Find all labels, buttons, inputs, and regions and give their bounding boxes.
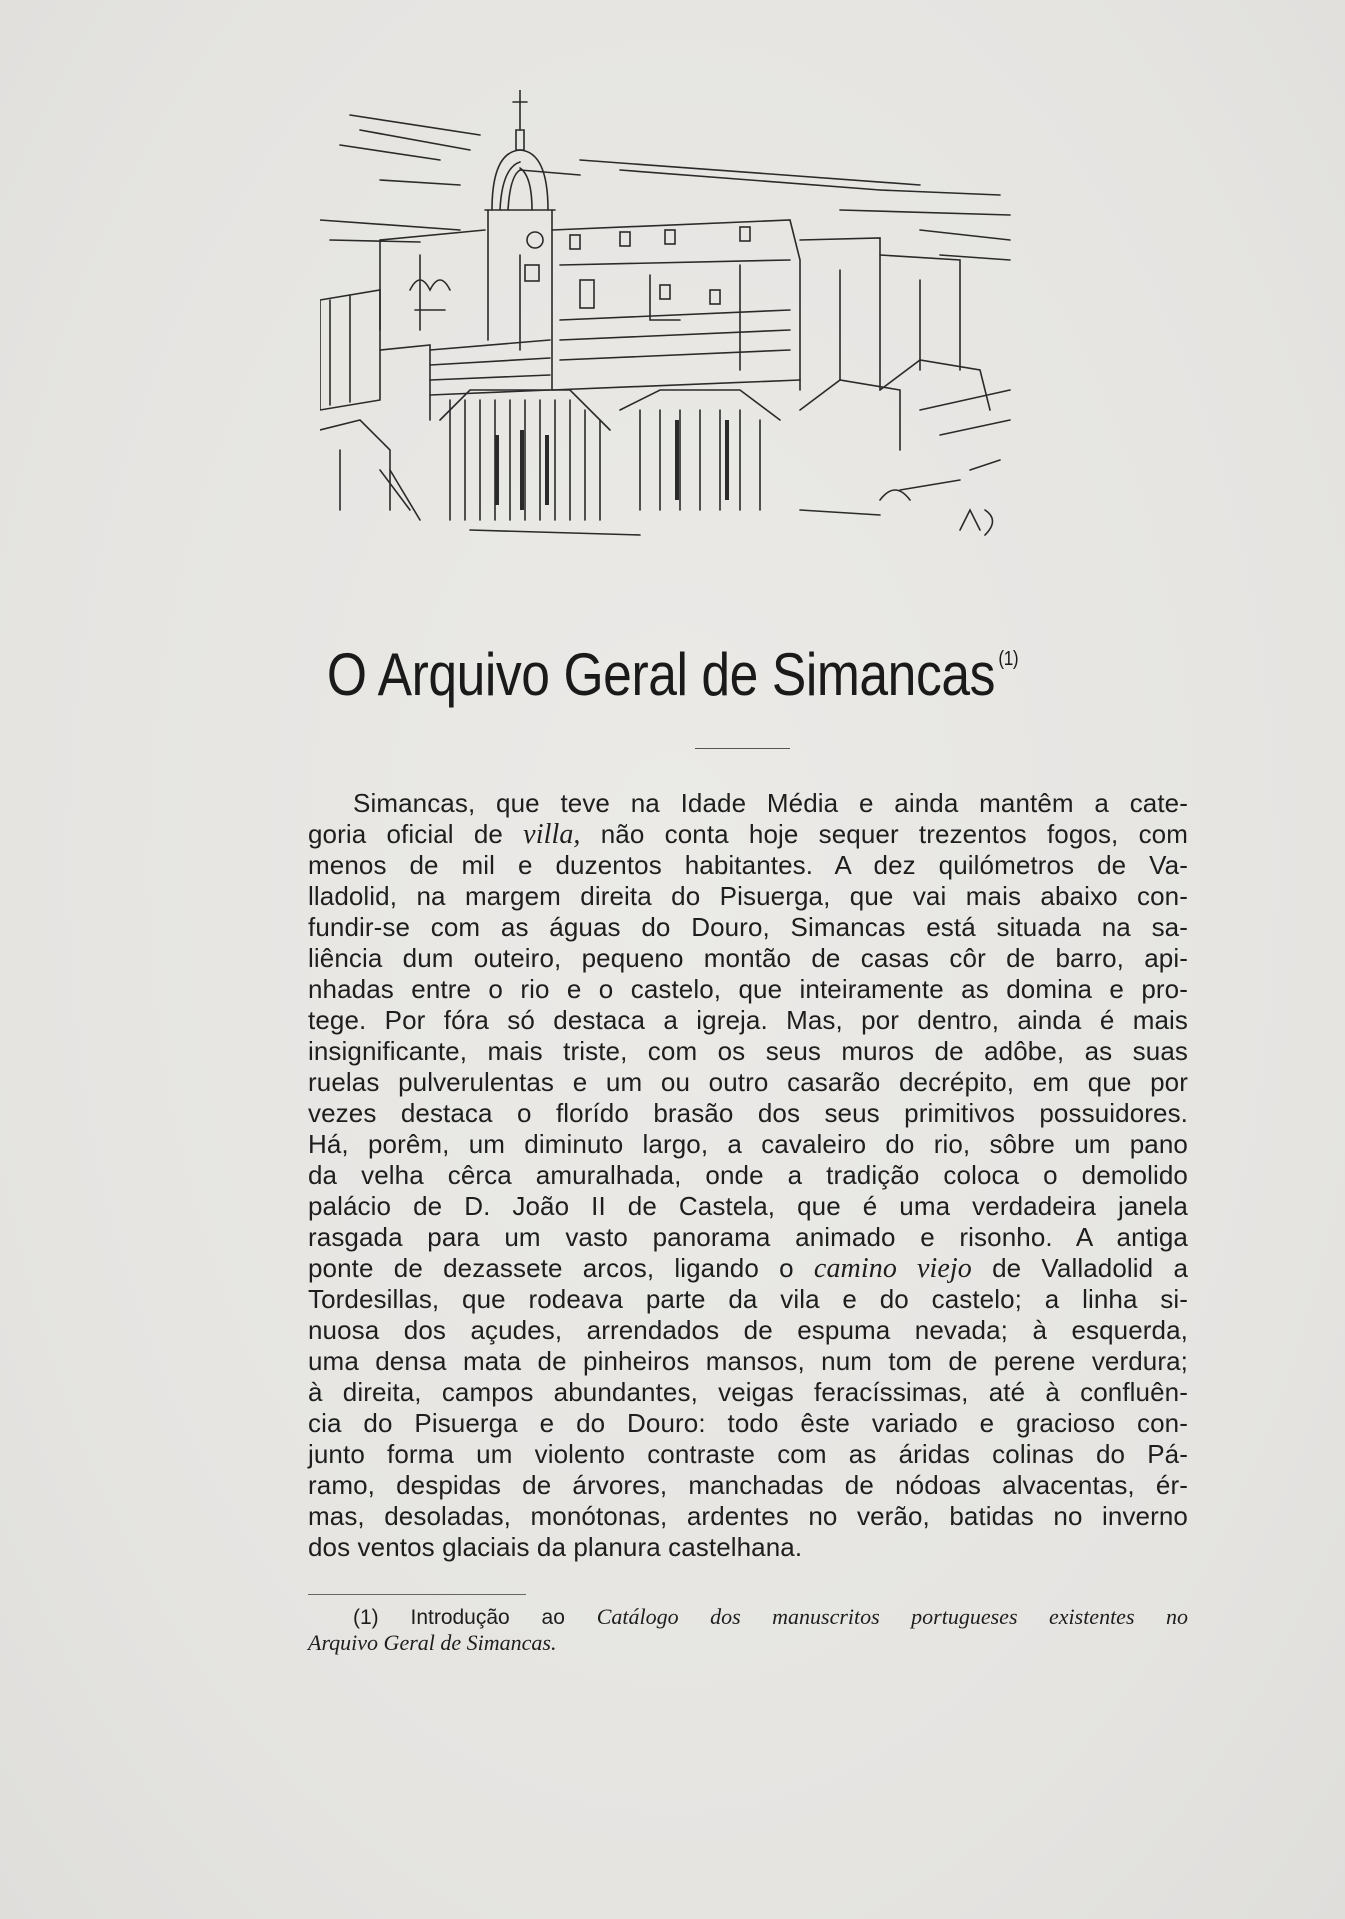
- line-text: uma densa mata de pinheiros mansos, num tom de perene verdura;: [308, 1346, 1188, 1376]
- body-line: [308, 1532, 1188, 1563]
- line-text: Há, porêm, um diminuto largo, a cavaleiro do rio, sôbre um pano: [308, 1129, 1188, 1159]
- body-line: [308, 1439, 1188, 1470]
- line-text: não conta hoje sequer trezentos fogos, com: [580, 819, 1188, 849]
- line-text: junto forma um violento contraste com as áridas colinas do Pá-: [308, 1439, 1188, 1469]
- footnote-mark: (1): [353, 1606, 379, 1629]
- line-text: ruelas pulverulentas e um ou outro casarão decrépito, em que por: [308, 1067, 1188, 1097]
- body-line: [308, 881, 1188, 912]
- body-line: [308, 788, 1188, 819]
- line-text: fundir-se com as águas do Douro, Simancas está situada na sa-: [308, 912, 1188, 942]
- document-title: [94, 640, 1251, 709]
- line-text: ponte de dezassete arcos, ligando o: [308, 1253, 814, 1283]
- body-line: [308, 850, 1188, 881]
- line-text: à direita, campos abundantes, veigas feracíssimas, até à confluên-: [308, 1377, 1188, 1407]
- line-text: Tordesillas, que rodeava parte da vila e do castelo; a linha si-: [308, 1284, 1188, 1314]
- line-text: ramo, despidas de árvores, manchadas de nódoas alvacentas, ér-: [308, 1470, 1188, 1500]
- footnote-line: [308, 1604, 1188, 1630]
- line-text: mas, desoladas, monótonas, ardentes no verão, batidas no inverno: [308, 1501, 1188, 1531]
- body-text: [308, 788, 1188, 1563]
- line-text: vezes destaca o florído brasão dos seus primitivos possuidores.: [308, 1098, 1188, 1128]
- body-line: [308, 819, 1188, 850]
- footnote: [308, 1604, 1188, 1656]
- body-line: [308, 1160, 1188, 1191]
- body-line: [308, 943, 1188, 974]
- line-text: menos de mil e duzentos habitantes. A dez quilómetros de Va-: [308, 850, 1188, 880]
- body-line: [308, 1067, 1188, 1098]
- body-line: [308, 1098, 1188, 1129]
- line-text: nhadas entre o rio e o castelo, que inteiramente as domina e pro-: [308, 974, 1188, 1004]
- village-castle-engraving: [320, 90, 1160, 600]
- line-text: de Valladolid a: [971, 1253, 1188, 1283]
- body-line: [308, 1501, 1188, 1532]
- line-text: nuosa dos açudes, arrendados de espuma nevada; à esquerda,: [308, 1315, 1188, 1345]
- body-line: [308, 1222, 1188, 1253]
- line-text: insignificante, mais triste, com os seus muros de adôbe, as suas: [308, 1036, 1188, 1066]
- line-text: liência dum outeiro, pequeno montão de casas côr de barro, api-: [308, 943, 1188, 973]
- line-emphasis: villa,: [523, 819, 581, 850]
- body-line: [308, 974, 1188, 1005]
- line-text: palácio de D. João II de Castela, que é uma verdadeira janela: [308, 1191, 1188, 1221]
- footnote-lead: Introdução ao: [378, 1606, 597, 1629]
- footnote-title-part1: Catálogo dos manuscritos portugueses existentes no: [596, 1604, 1188, 1629]
- line-text: da velha cêrca amuralhada, onde a tradição coloca o demolido: [308, 1160, 1188, 1190]
- title-divider: [695, 748, 790, 749]
- line-text: tege. Por fóra só destaca a igreja. Mas, por dentro, ainda é mais: [308, 1005, 1188, 1035]
- title-text: O Arquivo Geral de Simancas: [326, 641, 995, 708]
- body-line: [308, 912, 1188, 943]
- line-text: cia do Pisuerga e do Douro: todo êste variado e gracioso con-: [308, 1408, 1188, 1438]
- body-line: [308, 1284, 1188, 1315]
- body-line: [308, 1253, 1188, 1284]
- line-text: rasgada para um vasto panorama animado e risonho. A antiga: [308, 1222, 1188, 1252]
- line-text: goria oficial de: [308, 819, 524, 849]
- body-line: [308, 1346, 1188, 1377]
- line-emphasis: camino viejo: [813, 1253, 972, 1284]
- line-text: lladolid, na margem direita do Pisuerga, que vai mais abaixo con-: [308, 881, 1188, 911]
- body-line: [308, 1470, 1188, 1501]
- footnote-title-part2: Arquivo Geral de Simancas.: [308, 1630, 557, 1655]
- line-text: dos ventos glaciais da planura castelhana.: [308, 1532, 803, 1562]
- body-line: [308, 1129, 1188, 1160]
- body-line: [308, 1315, 1188, 1346]
- title-footnote-mark: (1): [998, 648, 1019, 670]
- footnote-line: [308, 1630, 1188, 1656]
- body-line: [308, 1036, 1188, 1067]
- body-line: [308, 1191, 1188, 1222]
- footnote-divider: [308, 1594, 526, 1595]
- line-text: Simancas, que teve na Idade Média e ainda mantêm a cate-: [353, 788, 1188, 818]
- body-line: [308, 1408, 1188, 1439]
- body-line: [308, 1005, 1188, 1036]
- body-line: [308, 1377, 1188, 1408]
